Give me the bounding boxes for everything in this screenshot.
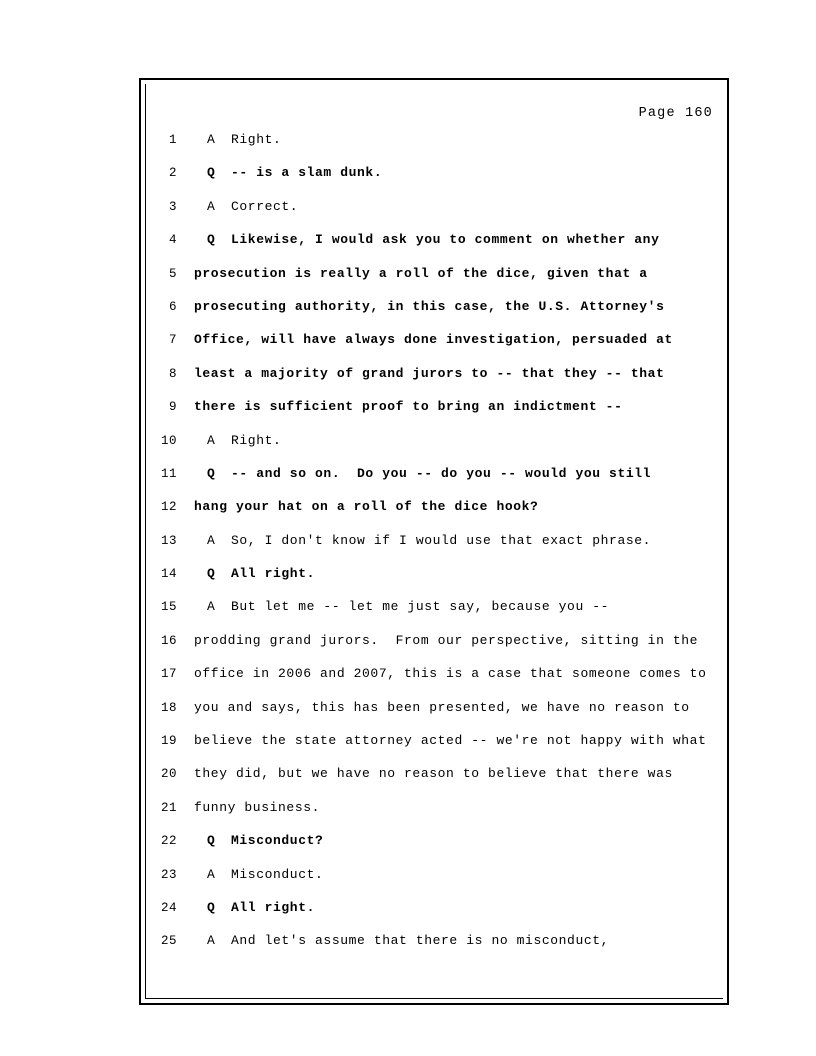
- transcript-line: [141, 566, 715, 599]
- speaker-label: Q: [207, 833, 216, 849]
- transcript-line: [141, 433, 715, 466]
- transcript-line: [141, 766, 715, 799]
- transcript-line: [141, 299, 715, 332]
- line-text: All right.: [231, 566, 316, 582]
- line-number: 1: [168, 133, 177, 147]
- line-number: 13: [160, 533, 177, 548]
- speaker-label: A: [207, 532, 216, 548]
- transcript-line: [141, 633, 715, 666]
- transcript-line: [141, 499, 715, 532]
- transcript-line: [141, 466, 715, 499]
- line-number: 15: [160, 600, 177, 615]
- transcript-line: [141, 399, 715, 432]
- transcript-body: [141, 132, 727, 967]
- line-number: 7: [168, 333, 177, 348]
- line-number: 23: [160, 867, 177, 882]
- transcript-line: [141, 366, 715, 399]
- line-text: Misconduct.: [231, 866, 324, 882]
- line-text: least a majority of grand jurors to -- that they -- that: [194, 365, 665, 381]
- line-number: 6: [168, 299, 177, 314]
- line-text: Likewise, I would ask you to comment on whether any: [231, 232, 660, 248]
- transcript-line: [141, 533, 715, 566]
- line-number: 25: [160, 934, 177, 949]
- line-text: they did, but we have no reason to believe that there was: [194, 766, 673, 782]
- line-number: 8: [168, 366, 177, 381]
- line-text: office in 2006 and 2007, this is a case that someone comes to: [194, 666, 707, 682]
- speaker-label: Q: [207, 165, 216, 181]
- line-text: Office, will have always done investigation, persuaded at: [194, 332, 673, 348]
- line-text: Right.: [231, 432, 282, 448]
- line-number: 24: [160, 900, 177, 915]
- speaker-label: A: [207, 432, 216, 448]
- transcript-line: [141, 266, 715, 299]
- line-number: 12: [160, 500, 177, 515]
- transcript-frame: [139, 78, 729, 1005]
- transcript-line: [141, 332, 715, 365]
- transcript-line: [141, 800, 715, 833]
- speaker-label: A: [207, 933, 216, 949]
- line-number: 17: [160, 667, 177, 682]
- transcript-line: [141, 833, 715, 866]
- speaker-label: A: [207, 132, 216, 147]
- speaker-label: Q: [207, 899, 216, 915]
- speaker-label: Q: [207, 232, 216, 248]
- line-number: 16: [160, 633, 177, 648]
- page-number: Page 160: [638, 106, 713, 121]
- speaker-label: A: [207, 599, 216, 615]
- transcript-line: [141, 599, 715, 632]
- line-text: there is sufficient proof to bring an indictment --: [194, 399, 623, 415]
- transcript-line: [141, 933, 715, 966]
- line-number: 20: [160, 767, 177, 782]
- speaker-label: Q: [207, 566, 216, 582]
- line-text: So, I don't know if I would use that exact phrase.: [231, 532, 652, 548]
- line-number: 14: [160, 567, 177, 582]
- line-text: funny business.: [194, 799, 321, 815]
- line-number: 5: [168, 266, 177, 281]
- line-text: hang your hat on a roll of the dice hook?: [194, 499, 539, 515]
- transcript-line: [141, 666, 715, 699]
- transcript-line: [141, 232, 715, 265]
- transcript-line: [141, 900, 715, 933]
- line-text: -- and so on. Do you -- do you -- would you still: [231, 465, 652, 481]
- line-number: 2: [168, 166, 177, 181]
- line-number: 3: [168, 199, 177, 214]
- transcript-line: [141, 132, 715, 165]
- transcript-line: [141, 867, 715, 900]
- line-text: All right.: [231, 899, 316, 915]
- speaker-label: A: [207, 198, 216, 214]
- line-number: 9: [168, 400, 177, 415]
- speaker-label: Q: [207, 465, 216, 481]
- line-text: But let me -- let me just say, because you --: [231, 599, 610, 615]
- speaker-label: A: [207, 866, 216, 882]
- line-text: prosecution is really a roll of the dice, given that a: [194, 265, 648, 281]
- line-text: prodding grand jurors. From our perspective, sitting in the: [194, 632, 699, 648]
- line-text: Correct.: [231, 198, 299, 214]
- line-number: 10: [160, 433, 177, 448]
- line-text: prosecuting authority, in this case, the U.S. Attorney's: [194, 298, 665, 314]
- line-text: And let's assume that there is no misconduct,: [231, 933, 610, 949]
- line-number: 11: [160, 466, 177, 481]
- line-number: 18: [160, 700, 177, 715]
- line-number: 22: [160, 834, 177, 849]
- line-number: 21: [160, 800, 177, 815]
- line-number: 19: [160, 734, 177, 749]
- line-text: believe the state attorney acted -- we're not happy with what: [194, 733, 707, 749]
- transcript-line: [141, 700, 715, 733]
- line-number: 4: [168, 233, 177, 248]
- line-text: you and says, this has been presented, we have no reason to: [194, 699, 690, 715]
- line-text: Misconduct?: [231, 833, 324, 849]
- transcript-line: [141, 165, 715, 198]
- transcript-line: [141, 199, 715, 232]
- line-text: -- is a slam dunk.: [231, 165, 383, 181]
- line-text: Right.: [231, 132, 282, 147]
- transcript-line: [141, 733, 715, 766]
